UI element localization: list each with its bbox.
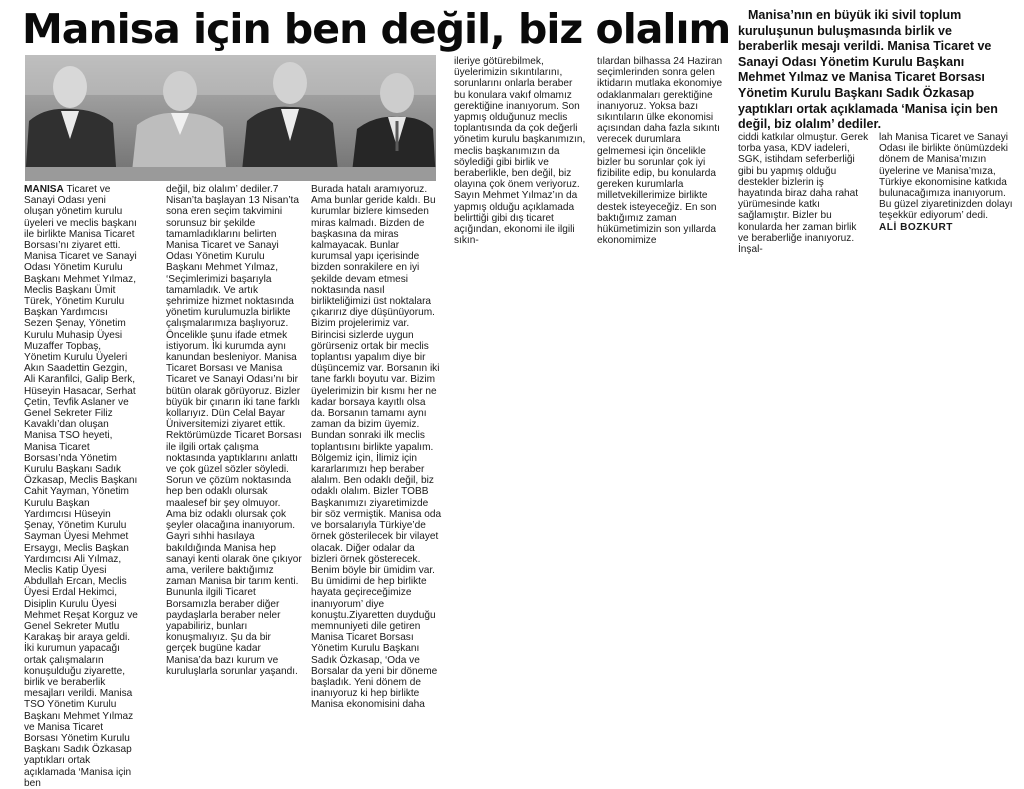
column-text: tılardan bilhassa 24 Haziran seçimlerinden sonra gelen iktidarın mutlaka ekonomiye odaklanmaları gerektiğine inanıyoruz. Yoksa bazı sıkıntıların ülke ekonomisi açısından daha fazla sıkıntı verecek durumlara gelmemesi için öncelikle bizler bu sorunlar çok iyi fizibilite edip, bu konularda gereken kurumlarla milletvekillerimize birlikte destek isteyeceğiz. En son baktığımız zaman hükümetimizin son yıllarda ekonomimize — [597, 56, 723, 247]
column-text: Ticaret ve Sanayi Odası yeni oluşan yönetim kurulu üyeleri ve meclis başkanı ile birlikte Manisa Ticaret Borsası’nı ziyaret etti. Manisa Ticaret ve Sanayi Odası Yönetim Kurulu Başkanı Mehmet Yılmaz, Meclis Başkanı Ümit Türek, Yönetim Kurulu Başkan Yardımcısı Sezen Şenay, Yönetim Kurulu Muhasip Üyesi Muzaffer Topbaş, Yönetim Kurulu Üyeleri Akın Saadettin Gezgin, Ali Karanfilci, Galip Berk, Hüseyin Hasacar, Serhat Çetin, Tevfik Aslaner ve Genel Sekreter Filiz Kavaklı’dan oluşan Manisa TSO heyeti, Manisa Ticaret Borsası’nda Yönetim Kurulu Başkanı Sadık Özkasap, Meclis Başkanı Cahit Yayman, Yönetim Kurulu Başkan Yardımcısı Hüseyin Şenay, Yönetim Kurulu Sayman Üyesi Mehmet Ersaygı, Meclis Başkan Yardımcısı Ali Yılmaz, Meclis Katip Üyesi Abdullah Ercan, Meclis Üyesi Erdal Hekimci, Disiplin Kurulu Üyesi Mehmet Reşat Korguz ve Genel Sekreter Mutlu Karakaş bir araya geldi. İki kurumun yapacağı ortak çalışmaların konuşulduğu ziyarette, birlik ve beraberlik mesajları verildi. Manisa TSO Yönetim Kurulu Başkanı Mehmet Yılmaz ve Manisa Ticaret Borsası Yönetim Kurulu Başkanı Sadık Özkasap yaptıkları ortak açıklamada ‘Manisa için ben — [24, 184, 138, 789]
article-column-7 — [879, 132, 1015, 242]
article-column-6 — [738, 132, 869, 256]
headline: Manisa için ben değil, biz olalım — [22, 5, 731, 53]
lead-paragraph — [738, 8, 1014, 132]
column-text: değil, biz olalım’ dediler.7 Nisan’ta başlayan 13 Nisan’ta sona eren seçim takvimini sorunsuz bir şekilde tamamladıklarını belirten Manisa Ticaret ve Sanayi Odası Yönetim Kurulu Başkanı Mehmet Yılmaz, ‘Seçimlerimizi başarıyla tamamladık. Ve artık şehrimize hizmet noktasında yönetim kurulumuzla birlikte çalışmalarımıza başlıyoruz. Öncelikle şunu ifade etmek istiyorum. İki kurumda aynı kanundan besleniyor. Manisa Ticaret Borsası ve Manisa Ticaret ve Sanayi Odası’nı bir bütün olarak görüyoruz. Bizler büyük bir çınarın iki tane farklı kollarıyız. Dün Celal Bayar Üniversitemizi ziyaret ettik. Rektörümüzde Ticaret Borsası ile ilgili ortak çalışma noktasında yaptıklarını anlattı ve çok güzel sözler söyledi. Sorun ve çözüm noktasında hep ben odaklı olursak maalesef bir şey olmuyor. Ama biz odaklı olursak çok şeyler olacağına inanıyorum. Gayri sıhhi hasılaya bakıldığında Manisa hep sanayi kenti olarak öne çıkıyor ama, verilere baktığımız zaman Manisa bir tarım kenti. Bununla ilgili Ticaret Borsamızla beraber diğer paydaşlarla beraber neler yapabiliriz, bunları konuşmalıyız. Şu da bir gerçek bugüne kadar Manisa’da bazı kurum ve kuruluşlarla sorunlar yaşandı. — [166, 184, 302, 677]
lead-text: Manisa’nın en büyük iki sivil toplum kuruluşunun buluşmasında birlik ve beraberlik mesajı verildi. Manisa Ticaret ve Sanayi Odası Yönetim Kurulu Başkanı Mehmet Yılmaz ve Manisa Ticaret Borsası Yönetim Kurulu Başkanı Sadık Özkasap yaptıkları ortak açıklamada ‘Manisa için ben değil, biz olalım’ dediler. — [738, 8, 998, 132]
article-column-4 — [454, 56, 586, 247]
byline: ALİ BOZKURT — [879, 221, 953, 233]
article-column-5 — [597, 56, 728, 247]
article-photo — [25, 55, 436, 181]
article-column-1 — [24, 184, 138, 789]
column-text: ciddi katkılar olmuştur. Gerek torba yasa, KDV iadeleri, SGK, istihdam seferberliği gibi bu yapmış olduğu destekler bizlerin iş hayatında biraz daha rahat yürümesinde katkı sağlamıştır. Bizler bu konularda her zaman birlik ve beraberliğe inanıyoruz. İnşal- — [738, 132, 869, 256]
article-column-2 — [166, 184, 302, 700]
column-text: Burada hatalı aramıyoruz. Ama bunlar geride kaldı. Bu kurumlar bizlere kimseden miras kalmadı. Bizden de başkasına da miras kalmayacak. Bunlar kurumsal yapı içerisinde bizden sonrakilere en iyi şekilde devam etmesi noktasında nasıl birlikteliğimizi üst noktalara çıkarırız diye düşünüyorum. Bizim projelerimiz var. Birincisi sizlerde uygun görürseniz ortak bir meclis toplantısı yapalım diye bir düşüncemiz var. Borsanın iki tane farklı boyutu var. Bizim üyelerimizin bir kısmı her ne kadar borsaya kayıtlı olsa da. Borsanın tamamı aynı zaman da bizim üyemiz. Bundan sonraki ilk meclis toplantısını birlikte yapalım. Bölgemiz için, İlimiz için kararlarımızı hep beraber alalım. Ben odaklı değil, biz odaklı olalım. Bizler TOBB Başkanımızı ziyaretimizde bir söz vermiştik. Manisa oda ve borsalarıyla Türkiye’de örnek gösterilecek bir vilayet olacak. Diğer odalar da bizleri örnek gösterecek. Benim böyle bir ümidim var. Bu ümidimi de hep birlikte hayata geçireceğimize inanıyorum’ diye konuştu.Ziyaretten duyduğu memnuniyeti dile getiren Manisa Ticaret Borsası Yönetim Kurulu Başkanı Sadık Özkasap, ‘Oda ve Borsalar da yeni bir döneme başladık. Yeni dönem de inanıyoruz ki hep birlikte Manisa ekonomisini daha — [311, 184, 442, 711]
column-text: lah Manisa Ticaret ve Sanayi Odası ile birlikte önümüzdeki dönem de Manisa’mızın üyelerine ve Manisa’mıza, Türkiye ekonomisine katkıda bulunacağımıza inanıyorum. Bu güzel ziyaretinizden dolayı teşekkür ediyorum’ dedi. — [879, 132, 1013, 222]
meeting-photo-illustration — [25, 55, 436, 181]
column-text: ileriye götürebilmek, üyelerimizin sıkıntılarını, sorunlarını onlarla beraber bu konulara vakıf olmamız gerektiğine inanıyorum. Son yapmış olduğunuz meclis toplantısında da çok değerli yönetim kurulu başkanımızın, meclis başkanımızın da söylediği gibi birlik ve beraberlikle, ben değil, biz olayına çok önem veriyoruz. Sayın Mehmet Yılmaz’ın da yapmış olduğu açıklamada belirttiği gibi dış ticaret açığından, ekonomi ile ilgili sıkın- — [454, 56, 586, 247]
dateline: MANISA — [24, 184, 64, 195]
article-column-3 — [311, 184, 442, 711]
